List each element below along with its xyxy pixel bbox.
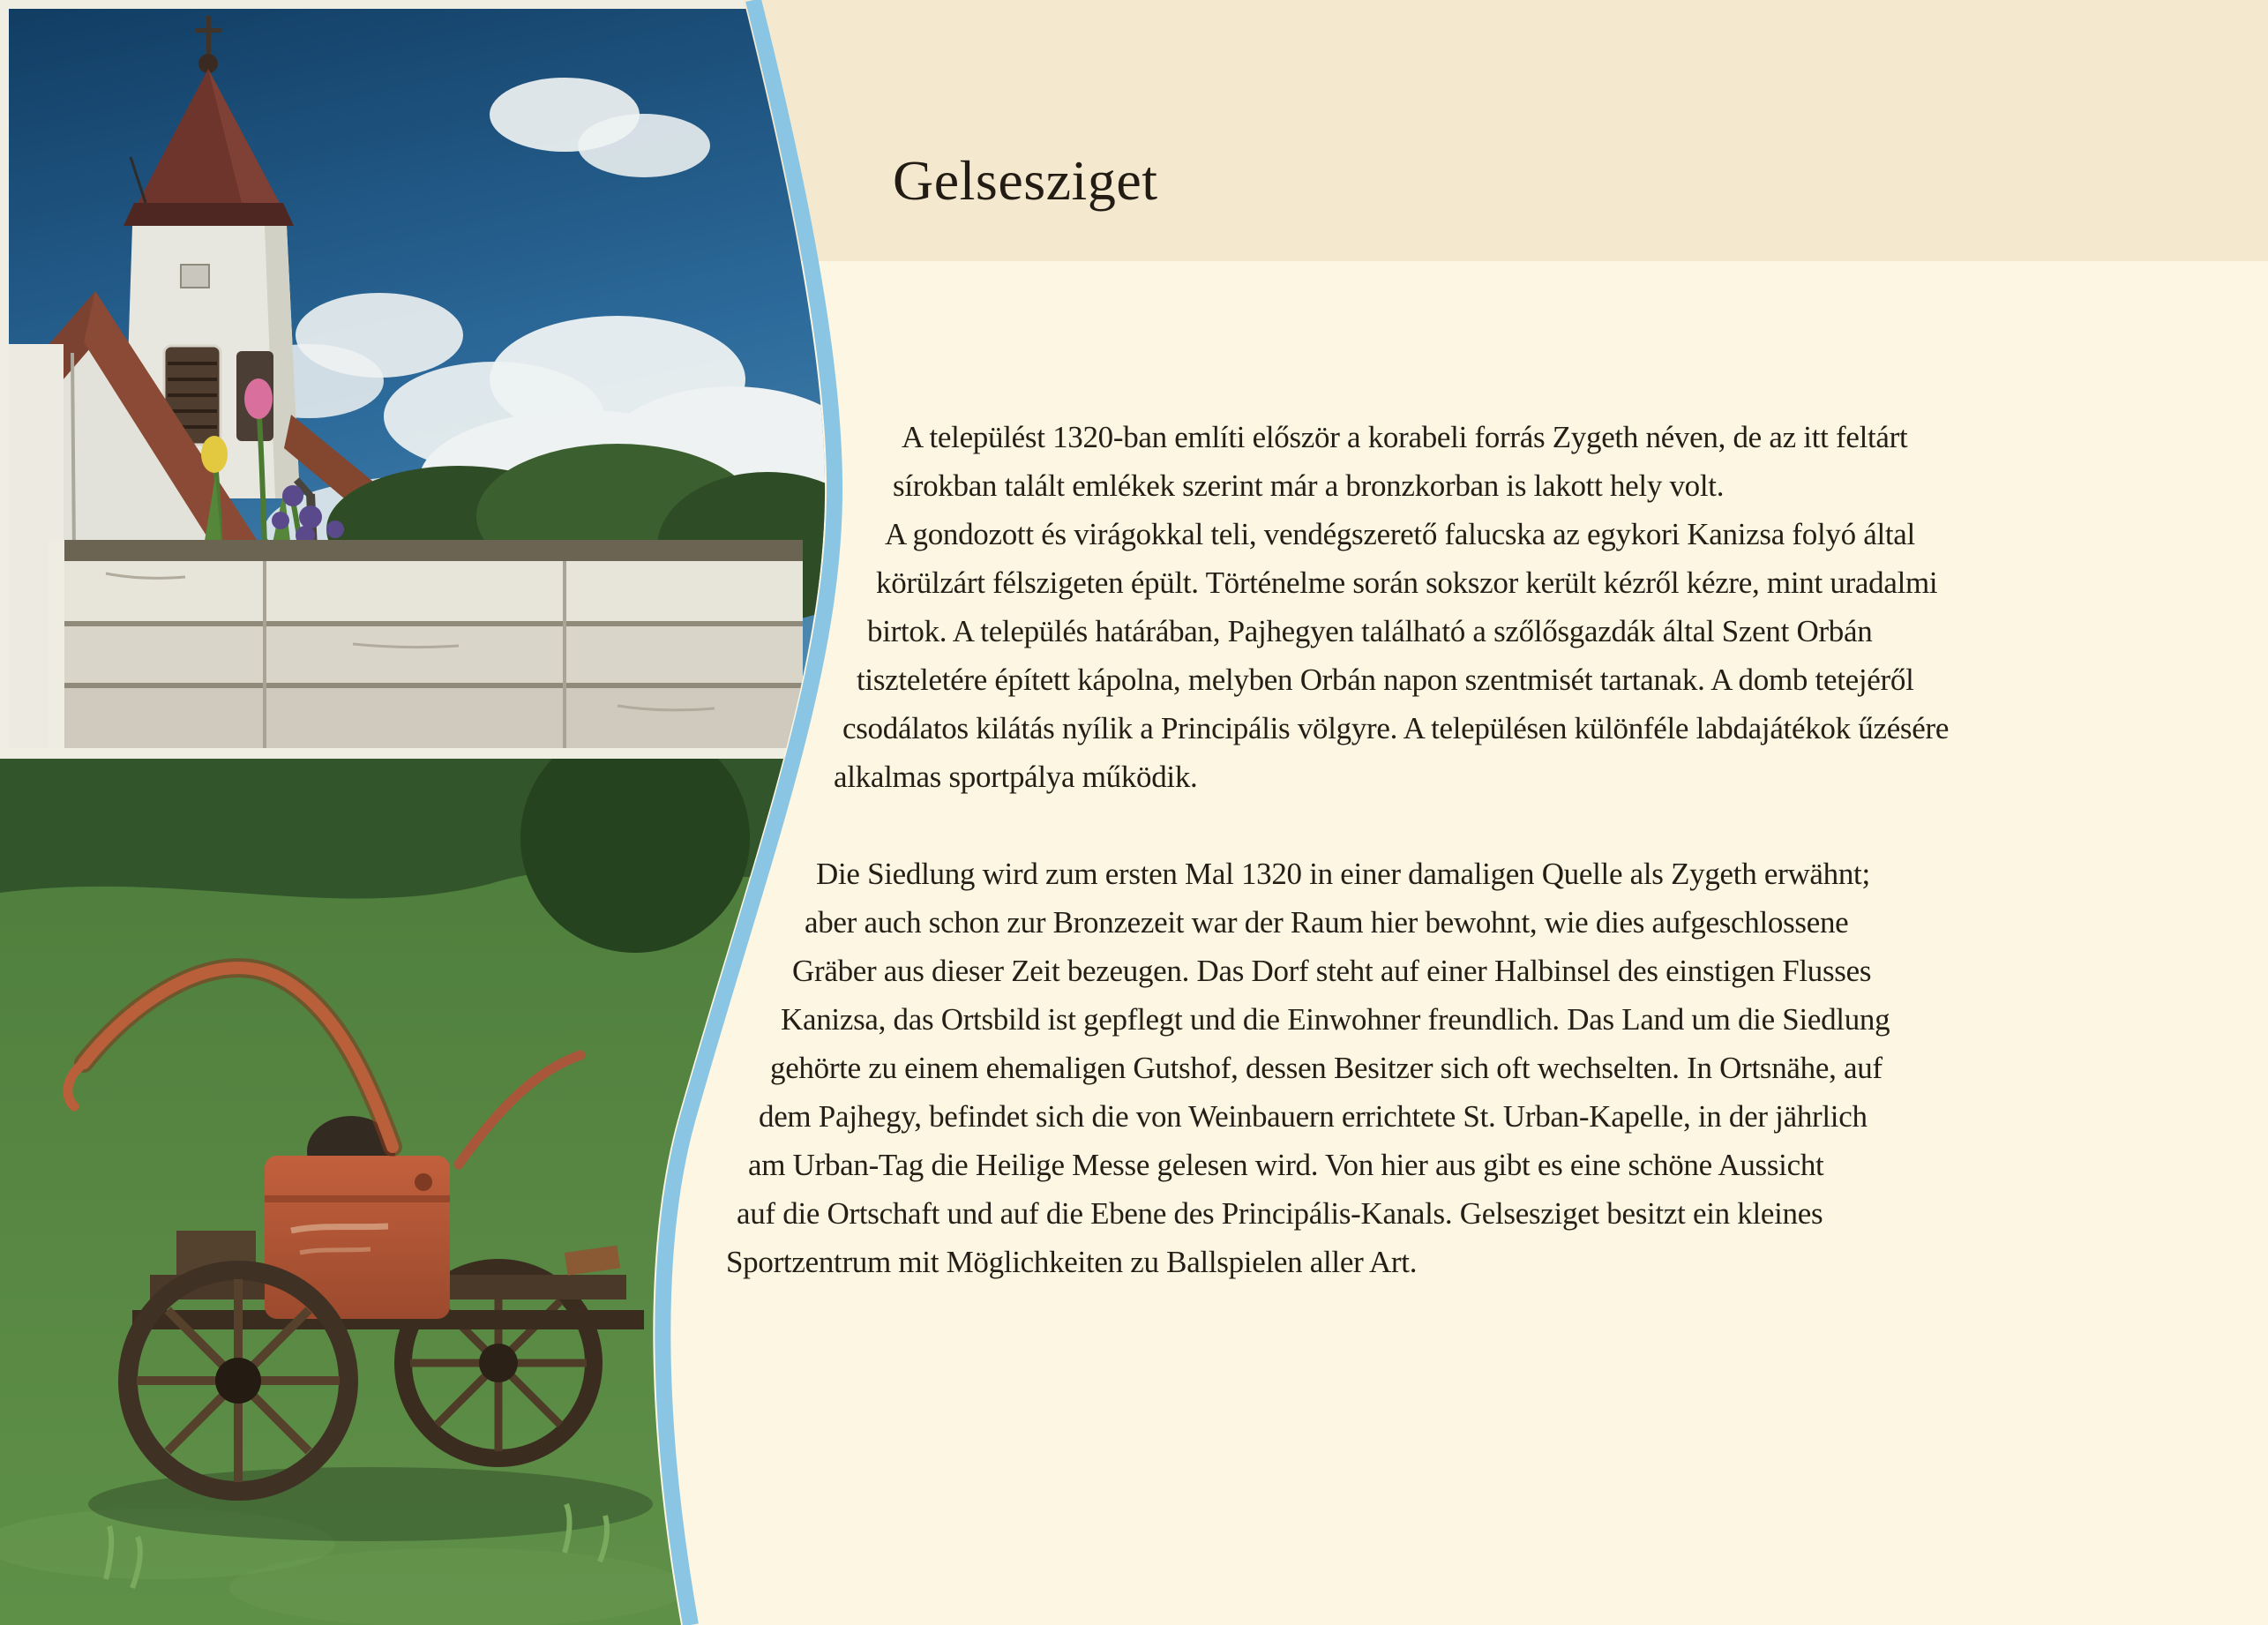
text-line: Gräber aus dieser Zeit bezeugen. Das Dorf steht auf einer Halbinsel des einstigen Flusses [792,954,1872,988]
text-line: csodálatos kilátás nyílik a Principális völgyre. A településen különféle labdajátékok űzésére [842,711,1950,745]
german-paragraph [715,850,2161,1286]
page-title: Gelsesziget [893,149,1158,212]
text-line: Sportzentrum mit Möglichkeiten zu Ballspielen aller Art. [726,1245,1418,1279]
text-line: aber auch schon zur Bronzezeit war der Raum hier bewohnt, wie dies aufgeschlossene [805,905,1849,940]
text-line: Kanizsa, das Ortsbild ist gepflegt und die Einwohner freundlich. Das Land um die Siedlung [781,1002,1890,1037]
text-line: sírokban talált emlékek szerint már a bronzkorban is lakott hely volt. [893,468,1725,503]
text-line: birtok. A település határában, Pajhegyen található a szőlősgazdák által Szent Orbán [867,614,1873,648]
text-line: alkalmas sportpálya működik. [834,760,1198,794]
text-line: tiszteletére épített kápolna, melyben Orbán napon szentmisét tartanak. A domb tetejéről [857,663,1914,697]
text-line: A gondozott és virágokkal teli, vendégszerető falucska az egykori Kanizsa folyó által [885,517,1915,551]
text-line: dem Pajhegy, befindet sich die von Weinbauern errichtete St. Urban-Kapelle, in der jährlich [759,1099,1868,1134]
text-line: körülzárt félszigeten épült. Történelme során sokszor került kézről kézre, mint uradalmi [876,565,1938,600]
tulip-yellow [201,436,228,473]
spire-eaves [124,203,294,226]
text-line: am Urban-Tag die Heilige Messe gelesen wird. Von hier aus gibt es eine schöne Aussicht [748,1148,1824,1182]
text-line: A települést 1320-ban említi először a korabeli forrás Zygeth néven, de az itt feltárt [902,420,1908,454]
text-line: gehörte zu einem ehemaligen Gutshof, dessen Besitzer sich oft wechselten. In Ortsnähe, auf [770,1051,1883,1085]
church-photo [0,0,865,759]
text-line: Die Siedlung wird zum ersten Mal 1320 in einer damaligen Quelle als Zygeth erwähnt; [816,857,1870,891]
text-line: auf die Ortschaft und auf die Ebene des Principális-Kanals. Gelsesziget besitzt ein kleines [737,1196,1823,1231]
planter-box [49,540,803,750]
wagon-wheel-left [128,1270,348,1491]
photo-collage [0,0,865,1625]
hungarian-paragraph [820,413,2161,801]
tulip-pink [244,378,273,419]
spire-cross [206,16,211,60]
